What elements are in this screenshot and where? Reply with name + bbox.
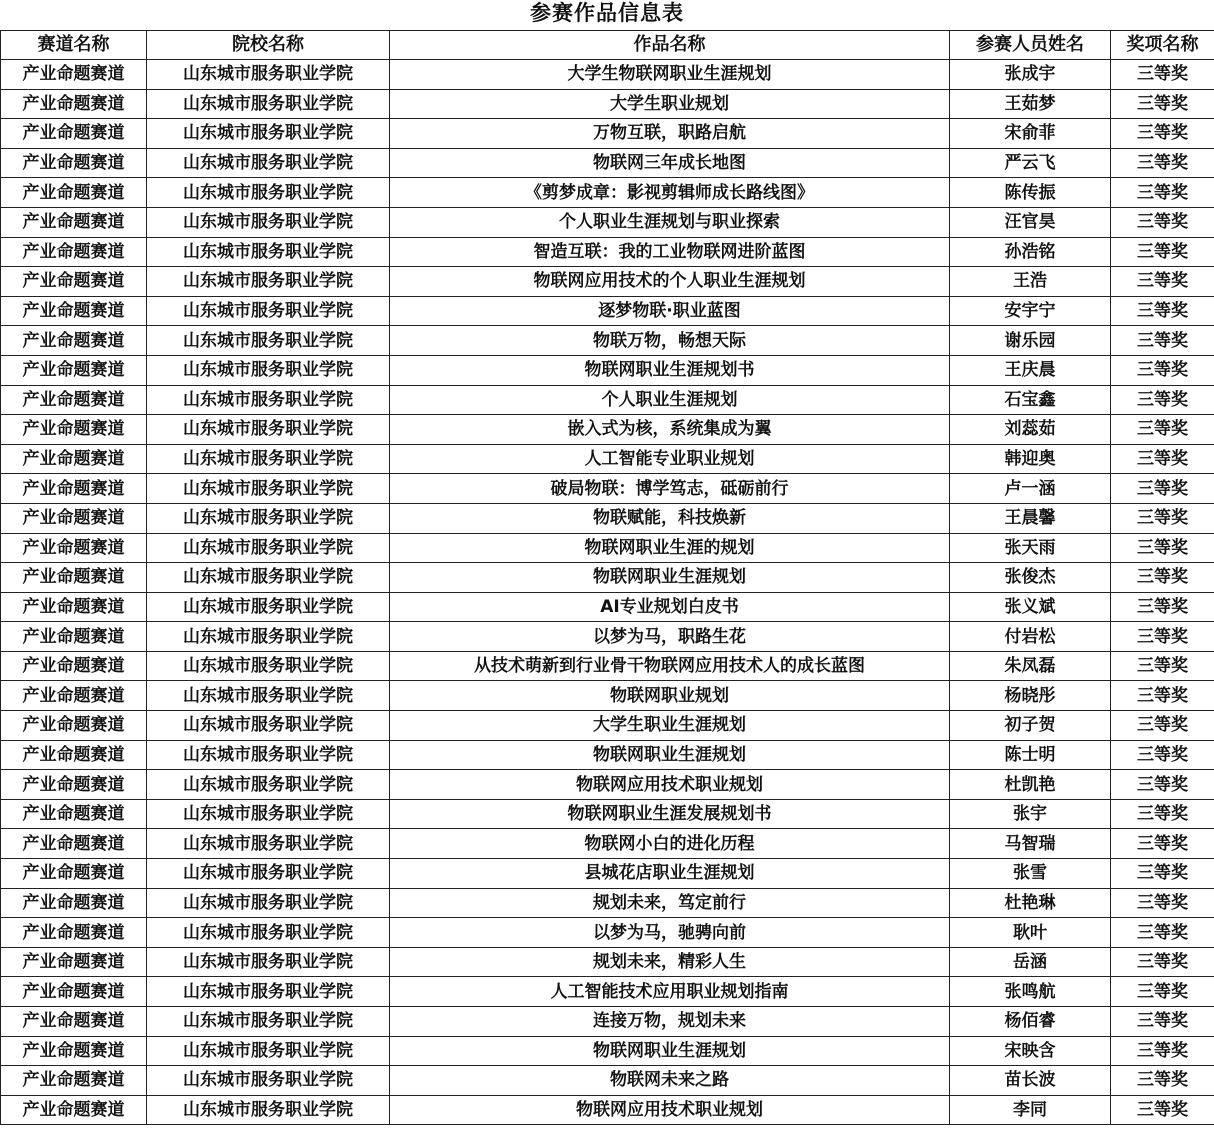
award-cell: 三等奖 — [1111, 178, 1214, 208]
participant-cell: 杜艳琳 — [950, 888, 1111, 918]
track-cell: 产业命题赛道 — [1, 89, 147, 119]
work-title-cell: 破局物联：博学笃志，砥砺前行 — [390, 474, 950, 504]
award-cell: 三等奖 — [1111, 385, 1214, 415]
award-cell: 三等奖 — [1111, 326, 1214, 356]
award-cell: 三等奖 — [1111, 148, 1214, 178]
participant-cell: 谢乐园 — [950, 326, 1111, 356]
track-cell: 产业命题赛道 — [1, 385, 147, 415]
table-row — [1, 977, 1214, 1007]
track-cell: 产业命题赛道 — [1, 622, 147, 652]
work-title-cell: 物联赋能，科技焕新 — [390, 503, 950, 533]
participant-cell: 张俊杰 — [950, 563, 1111, 593]
table-row — [1, 60, 1214, 90]
work-title-cell: 大学生职业规划 — [390, 89, 950, 119]
participant-cell: 张宇 — [950, 799, 1111, 829]
track-cell: 产业命题赛道 — [1, 533, 147, 563]
school-cell: 山东城市服务职业学院 — [147, 563, 390, 593]
track-cell: 产业命题赛道 — [1, 355, 147, 385]
table-row — [1, 1007, 1214, 1037]
school-cell: 山东城市服务职业学院 — [147, 977, 390, 1007]
school-cell: 山东城市服务职业学院 — [147, 533, 390, 563]
table-row — [1, 563, 1214, 593]
participant-cell: 王庆晨 — [950, 355, 1111, 385]
school-cell: 山东城市服务职业学院 — [147, 918, 390, 948]
table-row — [1, 326, 1214, 356]
award-cell: 三等奖 — [1111, 918, 1214, 948]
track-cell: 产业命题赛道 — [1, 237, 147, 267]
award-cell: 三等奖 — [1111, 60, 1214, 90]
award-cell: 三等奖 — [1111, 89, 1214, 119]
award-cell: 三等奖 — [1111, 1036, 1214, 1066]
school-cell: 山东城市服务职业学院 — [147, 237, 390, 267]
school-cell: 山东城市服务职业学院 — [147, 1007, 390, 1037]
award-cell: 三等奖 — [1111, 799, 1214, 829]
school-cell: 山东城市服务职业学院 — [147, 148, 390, 178]
school-cell: 山东城市服务职业学院 — [147, 207, 390, 237]
table-row — [1, 533, 1214, 563]
track-cell: 产业命题赛道 — [1, 267, 147, 297]
award-cell: 三等奖 — [1111, 829, 1214, 859]
participant-cell: 苗长波 — [950, 1066, 1111, 1096]
work-title-cell: 逐梦物联·职业蓝图 — [390, 296, 950, 326]
participant-cell: 孙浩铭 — [950, 237, 1111, 267]
school-cell: 山东城市服务职业学院 — [147, 415, 390, 445]
award-cell: 三等奖 — [1111, 444, 1214, 474]
table-row — [1, 119, 1214, 149]
participant-cell: 张天雨 — [950, 533, 1111, 563]
work-title-cell: 物联网应用技术职业规划 — [390, 770, 950, 800]
participant-cell: 汪官昊 — [950, 207, 1111, 237]
track-cell: 产业命题赛道 — [1, 829, 147, 859]
award-cell: 三等奖 — [1111, 622, 1214, 652]
award-cell: 三等奖 — [1111, 533, 1214, 563]
participant-cell: 岳涵 — [950, 947, 1111, 977]
work-title-cell: 物联网职业生涯规划 — [390, 1036, 950, 1066]
award-cell: 三等奖 — [1111, 711, 1214, 741]
award-cell: 三等奖 — [1111, 415, 1214, 445]
table-row — [1, 1066, 1214, 1096]
participant-cell: 杜凯艳 — [950, 770, 1111, 800]
school-cell: 山东城市服务职业学院 — [147, 888, 390, 918]
work-title-cell: 规划未来，笃定前行 — [390, 888, 950, 918]
work-title-cell: 《剪梦成章：影视剪辑师成长路线图》 — [390, 178, 950, 208]
school-cell: 山东城市服务职业学院 — [147, 326, 390, 356]
table-row — [1, 1036, 1214, 1066]
track-cell: 产业命题赛道 — [1, 770, 147, 800]
work-title-cell: 大学生物联网职业生涯规划 — [390, 60, 950, 90]
award-cell: 三等奖 — [1111, 1007, 1214, 1037]
award-cell: 三等奖 — [1111, 267, 1214, 297]
track-cell: 产业命题赛道 — [1, 1036, 147, 1066]
school-cell: 山东城市服务职业学院 — [147, 681, 390, 711]
participant-cell: 张雪 — [950, 859, 1111, 889]
work-title-cell: AI专业规划白皮书 — [390, 592, 950, 622]
work-title-cell: 人工智能专业职业规划 — [390, 444, 950, 474]
work-title-cell: 规划未来，精彩人生 — [390, 947, 950, 977]
table-row — [1, 178, 1214, 208]
work-title-cell: 物联网未来之路 — [390, 1066, 950, 1096]
table-row — [1, 799, 1214, 829]
award-cell: 三等奖 — [1111, 859, 1214, 889]
participant-cell: 张鸣航 — [950, 977, 1111, 1007]
track-cell: 产业命题赛道 — [1, 148, 147, 178]
participant-cell: 宋映含 — [950, 1036, 1111, 1066]
table-row — [1, 474, 1214, 504]
participant-cell: 王晨馨 — [950, 503, 1111, 533]
work-title-cell: 智造互联：我的工业物联网进阶蓝图 — [390, 237, 950, 267]
table-row — [1, 237, 1214, 267]
work-title-cell: 物联网职业规划 — [390, 681, 950, 711]
table-row — [1, 296, 1214, 326]
track-cell: 产业命题赛道 — [1, 592, 147, 622]
work-title-cell: 以梦为马，驰骋向前 — [390, 918, 950, 948]
table-row — [1, 385, 1214, 415]
school-cell: 山东城市服务职业学院 — [147, 740, 390, 770]
table-row — [1, 770, 1214, 800]
award-cell: 三等奖 — [1111, 947, 1214, 977]
track-cell: 产业命题赛道 — [1, 60, 147, 90]
award-info-table — [0, 30, 1214, 1125]
work-title-cell: 万物互联，职路启航 — [390, 119, 950, 149]
participant-cell: 刘蕊茹 — [950, 415, 1111, 445]
participant-cell: 马智瑞 — [950, 829, 1111, 859]
table-row — [1, 651, 1214, 681]
table-row — [1, 592, 1214, 622]
track-cell: 产业命题赛道 — [1, 651, 147, 681]
school-cell: 山东城市服务职业学院 — [147, 355, 390, 385]
track-cell: 产业命题赛道 — [1, 119, 147, 149]
table-row — [1, 711, 1214, 741]
school-cell: 山东城市服务职业学院 — [147, 444, 390, 474]
work-title-cell: 县城花店职业生涯规划 — [390, 859, 950, 889]
table-row — [1, 444, 1214, 474]
participant-cell: 韩迎奥 — [950, 444, 1111, 474]
table-row — [1, 415, 1214, 445]
award-cell: 三等奖 — [1111, 770, 1214, 800]
track-cell: 产业命题赛道 — [1, 947, 147, 977]
school-cell: 山东城市服务职业学院 — [147, 799, 390, 829]
work-title-cell: 个人职业生涯规划 — [390, 385, 950, 415]
track-cell: 产业命题赛道 — [1, 296, 147, 326]
table-body — [1, 60, 1214, 1125]
column-header-school: 院校名称 — [147, 31, 390, 60]
school-cell: 山东城市服务职业学院 — [147, 1036, 390, 1066]
award-cell: 三等奖 — [1111, 503, 1214, 533]
work-title-cell: 物联网职业生涯发展规划书 — [390, 799, 950, 829]
track-cell: 产业命题赛道 — [1, 1095, 147, 1125]
track-cell: 产业命题赛道 — [1, 563, 147, 593]
school-cell: 山东城市服务职业学院 — [147, 1095, 390, 1125]
table-row — [1, 267, 1214, 297]
column-header-track: 赛道名称 — [1, 31, 147, 60]
column-header-award: 奖项名称 — [1111, 31, 1214, 60]
track-cell: 产业命题赛道 — [1, 178, 147, 208]
participant-cell: 陈士明 — [950, 740, 1111, 770]
award-cell: 三等奖 — [1111, 651, 1214, 681]
work-title-cell: 人工智能技术应用职业规划指南 — [390, 977, 950, 1007]
participant-cell: 宋俞菲 — [950, 119, 1111, 149]
award-cell: 三等奖 — [1111, 237, 1214, 267]
track-cell: 产业命题赛道 — [1, 859, 147, 889]
school-cell: 山东城市服务职业学院 — [147, 503, 390, 533]
participant-cell: 付岩松 — [950, 622, 1111, 652]
work-title-cell: 物联网三年成长地图 — [390, 148, 950, 178]
participant-cell: 卢一涵 — [950, 474, 1111, 504]
work-title-cell: 物联网应用技术的个人职业生涯规划 — [390, 267, 950, 297]
award-cell: 三等奖 — [1111, 977, 1214, 1007]
table-row — [1, 829, 1214, 859]
track-cell: 产业命题赛道 — [1, 740, 147, 770]
award-cell: 三等奖 — [1111, 1095, 1214, 1125]
school-cell: 山东城市服务职业学院 — [147, 592, 390, 622]
work-title-cell: 嵌入式为核，系统集成为翼 — [390, 415, 950, 445]
award-cell: 三等奖 — [1111, 592, 1214, 622]
table-row — [1, 918, 1214, 948]
award-cell: 三等奖 — [1111, 119, 1214, 149]
school-cell: 山东城市服务职业学院 — [147, 385, 390, 415]
participant-cell: 李同 — [950, 1095, 1111, 1125]
track-cell: 产业命题赛道 — [1, 444, 147, 474]
school-cell: 山东城市服务职业学院 — [147, 859, 390, 889]
school-cell: 山东城市服务职业学院 — [147, 651, 390, 681]
track-cell: 产业命题赛道 — [1, 799, 147, 829]
work-title-cell: 物联网应用技术职业规划 — [390, 1095, 950, 1125]
school-cell: 山东城市服务职业学院 — [147, 947, 390, 977]
award-cell: 三等奖 — [1111, 474, 1214, 504]
track-cell: 产业命题赛道 — [1, 711, 147, 741]
participant-cell: 杨佰睿 — [950, 1007, 1111, 1037]
participant-cell: 张成宇 — [950, 60, 1111, 90]
work-title-cell: 物联网职业生涯规划书 — [390, 355, 950, 385]
school-cell: 山东城市服务职业学院 — [147, 622, 390, 652]
work-title-cell: 物联万物，畅想天际 — [390, 326, 950, 356]
track-cell: 产业命题赛道 — [1, 1066, 147, 1096]
award-cell: 三等奖 — [1111, 888, 1214, 918]
school-cell: 山东城市服务职业学院 — [147, 178, 390, 208]
participant-cell: 耿叶 — [950, 918, 1111, 948]
award-cell: 三等奖 — [1111, 296, 1214, 326]
participant-cell: 朱凤磊 — [950, 651, 1111, 681]
column-header-work-title: 作品名称 — [390, 31, 950, 60]
award-cell: 三等奖 — [1111, 355, 1214, 385]
award-cell: 三等奖 — [1111, 740, 1214, 770]
track-cell: 产业命题赛道 — [1, 918, 147, 948]
work-title-cell: 从技术萌新到行业骨干物联网应用技术人的成长蓝图 — [390, 651, 950, 681]
page-title: 参赛作品信息表 — [530, 1, 684, 25]
school-cell: 山东城市服务职业学院 — [147, 89, 390, 119]
work-title-cell: 连接万物，规划未来 — [390, 1007, 950, 1037]
participant-cell: 严云飞 — [950, 148, 1111, 178]
school-cell: 山东城市服务职业学院 — [147, 1066, 390, 1096]
track-cell: 产业命题赛道 — [1, 474, 147, 504]
work-title-cell: 物联网职业生涯规划 — [390, 563, 950, 593]
table-row — [1, 740, 1214, 770]
table-row — [1, 207, 1214, 237]
table-row — [1, 1095, 1214, 1125]
track-cell: 产业命题赛道 — [1, 1007, 147, 1037]
table-row — [1, 681, 1214, 711]
track-cell: 产业命题赛道 — [1, 681, 147, 711]
work-title-cell: 个人职业生涯规划与职业探索 — [390, 207, 950, 237]
table-row — [1, 859, 1214, 889]
work-title-cell: 以梦为马，职路生花 — [390, 622, 950, 652]
track-cell: 产业命题赛道 — [1, 415, 147, 445]
participant-cell: 王茹梦 — [950, 89, 1111, 119]
track-cell: 产业命题赛道 — [1, 503, 147, 533]
participant-cell: 初子贺 — [950, 711, 1111, 741]
track-cell: 产业命题赛道 — [1, 326, 147, 356]
school-cell: 山东城市服务职业学院 — [147, 829, 390, 859]
school-cell: 山东城市服务职业学院 — [147, 296, 390, 326]
work-title-cell: 大学生职业生涯规划 — [390, 711, 950, 741]
school-cell: 山东城市服务职业学院 — [147, 267, 390, 297]
column-header-participant: 参赛人员姓名 — [950, 31, 1111, 60]
table-row — [1, 148, 1214, 178]
school-cell: 山东城市服务职业学院 — [147, 711, 390, 741]
table-row — [1, 947, 1214, 977]
track-cell: 产业命题赛道 — [1, 977, 147, 1007]
work-title-cell: 物联网小白的进化历程 — [390, 829, 950, 859]
award-cell: 三等奖 — [1111, 681, 1214, 711]
participant-cell: 安宇宁 — [950, 296, 1111, 326]
participant-cell: 王浩 — [950, 267, 1111, 297]
school-cell: 山东城市服务职业学院 — [147, 119, 390, 149]
award-cell: 三等奖 — [1111, 563, 1214, 593]
award-cell: 三等奖 — [1111, 207, 1214, 237]
school-cell: 山东城市服务职业学院 — [147, 60, 390, 90]
work-title-cell: 物联网职业生涯规划 — [390, 740, 950, 770]
participant-cell: 杨晓彤 — [950, 681, 1111, 711]
table-header-row — [1, 31, 1214, 60]
table-row — [1, 355, 1214, 385]
participant-cell: 张义斌 — [950, 592, 1111, 622]
table-row — [1, 888, 1214, 918]
work-title-cell: 物联网职业生涯的规划 — [390, 533, 950, 563]
award-cell: 三等奖 — [1111, 1066, 1214, 1096]
table-row — [1, 622, 1214, 652]
table-row — [1, 89, 1214, 119]
school-cell: 山东城市服务职业学院 — [147, 770, 390, 800]
participant-cell: 石宝鑫 — [950, 385, 1111, 415]
track-cell: 产业命题赛道 — [1, 207, 147, 237]
table-row — [1, 503, 1214, 533]
school-cell: 山东城市服务职业学院 — [147, 474, 390, 504]
participant-cell: 陈传振 — [950, 178, 1111, 208]
track-cell: 产业命题赛道 — [1, 888, 147, 918]
